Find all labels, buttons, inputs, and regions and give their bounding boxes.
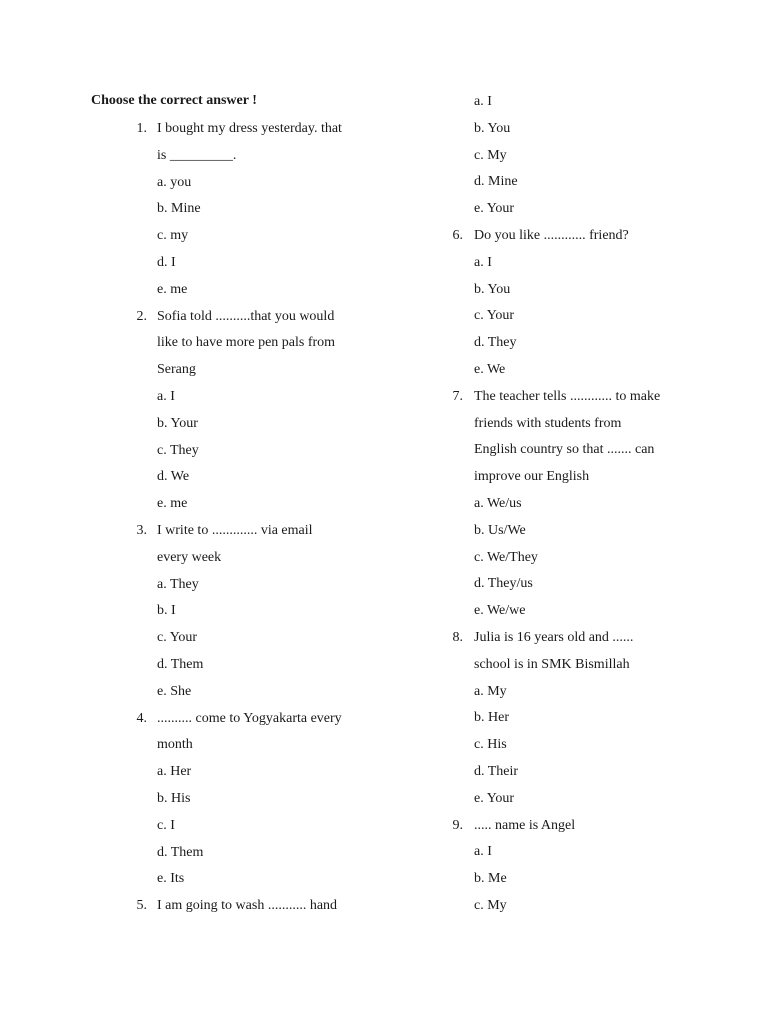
question-number: 8. [452,630,463,645]
page-heading: Choose the correct answer ! [91,93,257,108]
answer-option: d. Their [474,764,519,779]
answer-option: e. me [157,496,188,512]
answer-option: a. They [157,576,199,592]
question-text: ..... name is Angel [474,817,576,833]
answer-option: e. me [157,281,188,297]
answer-option: b. Mine [157,201,201,217]
answer-option: c. His [474,737,507,753]
answer-option: e. Your [474,201,515,217]
answer-option: e. We/we [474,603,526,619]
answer-option: d. Them [157,657,204,672]
answer-option: a. My [474,683,507,699]
question-text: I bought my dress yesterday. that [157,121,342,136]
answer-option: d. Mine [474,174,518,190]
answer-option: d. Them [157,844,204,860]
answer-option: a. I [474,94,492,109]
answer-option: e. She [157,683,192,699]
question-text: school is in SMK Bismillah [474,656,630,672]
answer-option: b. I [157,603,176,619]
answer-option: a. I [474,254,492,270]
answer-option: c. I [157,817,175,833]
answer-option: d. I [157,255,176,270]
answer-option: b. You [474,281,511,297]
answer-option: a. I [474,844,492,860]
answer-option: c. My [474,898,507,913]
question-text: The teacher tells ............ to make [474,388,661,404]
answer-option: c. They [157,442,199,458]
answer-option: e. We [474,362,506,377]
question-number: 5. [136,898,147,914]
answer-option: e. Its [157,871,185,887]
question-number: 3. [136,523,147,538]
question-number: 6. [452,228,463,243]
answer-option: b. Me [474,871,507,887]
answer-option: a. Her [157,764,192,780]
answer-option: b. Your [157,415,198,431]
answer-option: a. I [157,389,175,404]
answer-option: c. my [157,228,189,244]
answer-option: b. Her [474,710,509,726]
question-number: 7. [452,388,463,404]
answer-option: b. You [474,120,511,136]
question-number: 4. [136,710,147,726]
question-text: is _________. [157,147,237,163]
question-text: I write to ............. via email [157,523,313,538]
answer-option: b. His [157,791,191,806]
question-text: Sofia told ..........that you would [157,308,335,324]
answer-option: c. My [474,147,507,163]
question-text: .......... come to Yogyakarta every [157,710,342,726]
question-text: I am going to wash ........... hand [157,898,338,914]
question-text: like to have more pen pals from [157,335,336,351]
question-number: 2. [136,308,147,324]
question-text: Do you like ............ friend? [474,228,629,243]
answer-option: b. Us/We [474,522,526,538]
answer-option: c. Your [474,308,515,324]
question-text: Julia is 16 years old and ...... [474,630,634,645]
answer-option: a. We/us [474,496,522,511]
answer-option: a. you [157,174,192,190]
question-text: improve our English [474,469,590,485]
question-text: every week [157,549,222,565]
question-text: friends with students from [474,415,622,431]
answer-option: d. They/us [474,576,533,592]
question-number: 1. [136,121,147,136]
answer-option: d. They [474,335,517,351]
answer-option: e. Your [474,790,515,806]
answer-option: c. We/They [474,549,538,565]
question-text: month [157,737,193,753]
question-text: Serang [157,362,196,378]
question-number: 9. [452,817,463,833]
answer-option: d. We [157,469,190,485]
answer-option: c. Your [157,630,198,646]
question-text: English country so that ....... can [474,442,655,458]
